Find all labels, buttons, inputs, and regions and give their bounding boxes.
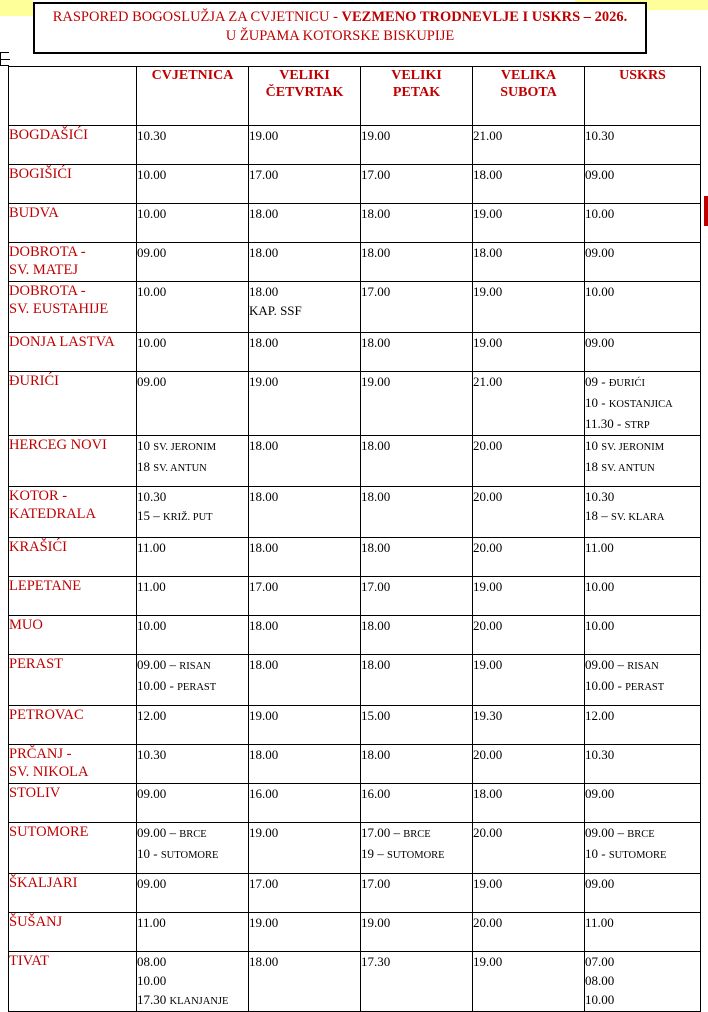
row-time-cell: 09.00 xyxy=(137,372,249,436)
row-place-name: PRČANJ - SV. NIKOLA xyxy=(9,745,137,784)
row-time-cell: 17.00 xyxy=(249,874,361,913)
row-place-name: PERAST xyxy=(9,655,137,706)
row-place-name: TIVAT xyxy=(9,952,137,1012)
table-row xyxy=(9,784,701,823)
row-time-cell: 09.00 xyxy=(137,784,249,823)
row-time-cell: 10.00 xyxy=(585,616,701,655)
row-time-cell: 15.00 xyxy=(361,706,473,745)
title-line-2: U ŽUPAMA KOTORSKE BISKUPIJE xyxy=(225,28,455,44)
row-time-cell: 18.00 xyxy=(249,333,361,372)
row-time-cell: 11.00 xyxy=(137,913,249,952)
row-time-cell: 10.00 xyxy=(137,165,249,204)
row-time-cell: 10 SV. JERONIM 18 SV. ANTUN xyxy=(137,436,249,487)
schedule-table xyxy=(8,66,701,1012)
row-time-cell: 19.00 xyxy=(249,706,361,745)
row-time-cell: 21.00 xyxy=(473,372,585,436)
row-time-cell: 17.00 xyxy=(249,165,361,204)
row-place-name: DOBROTA - SV. EUSTAHIJE xyxy=(9,282,137,333)
table-row xyxy=(9,165,701,204)
row-time-cell: 19.00 xyxy=(249,372,361,436)
row-place-name: KOTOR - KATEDRALA xyxy=(9,487,137,538)
row-time-cell: 18.00 xyxy=(249,243,361,282)
table-row xyxy=(9,616,701,655)
column-header-place xyxy=(9,67,137,126)
row-place-name: LEPETANE xyxy=(9,577,137,616)
corner-crop-mark-icon xyxy=(0,52,9,66)
row-time-cell: 09.00 – RISAN 10.00 - PERAST xyxy=(585,655,701,706)
row-place-name: STOLIV xyxy=(9,784,137,823)
row-place-name: DONJA LASTVA xyxy=(9,333,137,372)
row-time-cell: 10 SV. JERONIM 18 SV. ANTUN xyxy=(585,436,701,487)
row-time-cell: 20.00 xyxy=(473,823,585,874)
row-place-name: ĐURIĆI xyxy=(9,372,137,436)
table-row xyxy=(9,333,701,372)
row-time-cell: 18.00 KAP. SSF xyxy=(249,282,361,333)
row-time-cell: 17.00 – BRCE 19 – SUTOMORE xyxy=(361,823,473,874)
row-time-cell: 11.00 xyxy=(585,538,701,577)
row-time-cell: 16.00 xyxy=(249,784,361,823)
row-time-cell: 10.30 18 – SV. KLARA xyxy=(585,487,701,538)
row-time-cell: 17.00 xyxy=(361,874,473,913)
row-time-cell: 19.00 xyxy=(249,126,361,165)
row-time-cell: 10.30 xyxy=(585,745,701,784)
row-time-cell: 10.00 xyxy=(137,204,249,243)
row-time-cell: 18.00 xyxy=(473,165,585,204)
row-time-cell: 10.00 xyxy=(585,577,701,616)
row-time-cell: 18.00 xyxy=(361,655,473,706)
row-time-cell: 18.00 xyxy=(249,745,361,784)
row-time-cell: 18.00 xyxy=(473,784,585,823)
row-time-cell: 18.00 xyxy=(249,655,361,706)
row-time-cell: 12.00 xyxy=(137,706,249,745)
row-time-cell: 10.30 xyxy=(137,126,249,165)
table-row xyxy=(9,952,701,1012)
row-time-cell: 09.00 xyxy=(585,874,701,913)
row-time-cell: 19.00 xyxy=(249,823,361,874)
row-time-cell: 18.00 xyxy=(361,616,473,655)
table-row xyxy=(9,372,701,436)
title-line-1-bold: VEZMENO TRODNEVLJE I USKRS – 2026. xyxy=(341,9,628,25)
table-row xyxy=(9,436,701,487)
row-time-cell: 10.00 xyxy=(137,282,249,333)
row-time-cell: 18.00 xyxy=(249,487,361,538)
table-row xyxy=(9,282,701,333)
row-time-cell: 10.30 xyxy=(585,126,701,165)
row-time-cell: 19.30 xyxy=(473,706,585,745)
row-time-cell: 19.00 xyxy=(473,874,585,913)
row-time-cell: 18.00 xyxy=(473,243,585,282)
table-header xyxy=(9,67,701,126)
row-time-cell: 11.00 xyxy=(137,577,249,616)
row-time-cell: 18.00 xyxy=(361,487,473,538)
row-place-name: BOGIŠIĆI xyxy=(9,165,137,204)
row-time-cell: 20.00 xyxy=(473,913,585,952)
paper-edge-strip-left xyxy=(0,0,33,16)
row-time-cell: 18.00 xyxy=(361,243,473,282)
row-place-name: DOBROTA - SV. MATEJ xyxy=(9,243,137,282)
table-body xyxy=(9,126,701,1012)
row-time-cell: 10.00 xyxy=(137,333,249,372)
row-time-cell: 10.00 xyxy=(585,282,701,333)
row-time-cell: 10.00 xyxy=(585,204,701,243)
title-line-1 xyxy=(41,8,639,27)
table-row xyxy=(9,655,701,706)
table-row xyxy=(9,823,701,874)
row-time-cell: 10.30 xyxy=(137,745,249,784)
table-header-row xyxy=(9,67,701,126)
row-time-cell: 08.00 10.00 17.30 KLANJANJE xyxy=(137,952,249,1012)
row-time-cell: 17.00 xyxy=(361,577,473,616)
row-time-cell: 09.00 – BRCE 10 - SUTOMORE xyxy=(585,823,701,874)
row-place-name: MUO xyxy=(9,616,137,655)
row-place-name: BOGDAŠIĆI xyxy=(9,126,137,165)
row-time-cell: 12.00 xyxy=(585,706,701,745)
row-time-cell: 09.00 xyxy=(585,165,701,204)
row-place-name: SUTOMORE xyxy=(9,823,137,874)
table-row xyxy=(9,126,701,165)
row-time-cell: 09.00 – BRCE 10 - SUTOMORE xyxy=(137,823,249,874)
column-header-cvjetnica: CVJETNICA xyxy=(137,67,249,126)
row-time-cell: 21.00 xyxy=(473,126,585,165)
title-line-1-plain: RASPORED BOGOSLUŽJA ZA CVJETNICU - xyxy=(52,9,342,25)
row-place-name: ŠKALJARI xyxy=(9,874,137,913)
row-time-cell: 20.00 xyxy=(473,616,585,655)
row-time-cell: 18.00 xyxy=(361,436,473,487)
row-time-cell: 19.00 xyxy=(473,655,585,706)
row-time-cell: 18.00 xyxy=(361,538,473,577)
row-time-cell: 09 - ĐURIĆI 10 - KOSTANJICA 11.30 - STRP xyxy=(585,372,701,436)
row-time-cell: 17.30 xyxy=(361,952,473,1012)
row-time-cell: 18.00 xyxy=(249,952,361,1012)
row-time-cell: 19.00 xyxy=(473,577,585,616)
row-time-cell: 20.00 xyxy=(473,745,585,784)
row-time-cell: 07.00 08.00 10.00 xyxy=(585,952,701,1012)
row-time-cell: 09.00 xyxy=(137,243,249,282)
row-time-cell: 19.00 xyxy=(361,126,473,165)
row-time-cell: 18.00 xyxy=(249,436,361,487)
row-time-cell: 18.00 xyxy=(361,204,473,243)
row-time-cell: 20.00 xyxy=(473,436,585,487)
row-time-cell: 17.00 xyxy=(361,282,473,333)
row-time-cell: 18.00 xyxy=(249,616,361,655)
row-time-cell: 20.00 xyxy=(473,487,585,538)
row-time-cell: 20.00 xyxy=(473,538,585,577)
table-row xyxy=(9,487,701,538)
row-time-cell: 19.00 xyxy=(473,952,585,1012)
table-row xyxy=(9,745,701,784)
document-title-banner xyxy=(33,2,647,54)
row-time-cell: 19.00 xyxy=(473,204,585,243)
row-time-cell: 10.30 15 – KRIŽ. PUT xyxy=(137,487,249,538)
table-row xyxy=(9,913,701,952)
table-row xyxy=(9,204,701,243)
column-header-velika-subota: VELIKA SUBOTA xyxy=(473,67,585,126)
row-time-cell: 09.00 xyxy=(137,874,249,913)
row-time-cell: 18.00 xyxy=(361,333,473,372)
row-place-name: PETROVAC xyxy=(9,706,137,745)
row-time-cell: 09.00 xyxy=(585,784,701,823)
row-time-cell: 19.00 xyxy=(249,913,361,952)
row-time-cell: 09.00 xyxy=(585,333,701,372)
row-place-name: BUDVA xyxy=(9,204,137,243)
column-header-uskrs: USKRS xyxy=(585,67,701,126)
row-time-cell: 19.00 xyxy=(473,282,585,333)
table-row xyxy=(9,577,701,616)
row-time-cell: 17.00 xyxy=(249,577,361,616)
row-time-cell: 16.00 xyxy=(361,784,473,823)
table-row xyxy=(9,874,701,913)
row-place-name: HERCEG NOVI xyxy=(9,436,137,487)
schedule-table-container xyxy=(8,66,700,1012)
row-time-cell: 11.00 xyxy=(585,913,701,952)
row-time-cell: 19.00 xyxy=(473,333,585,372)
column-header-veliki-cetvrtak: VELIKI ČETVRTAK xyxy=(249,67,361,126)
row-time-cell: 19.00 xyxy=(361,372,473,436)
row-time-cell: 10.00 xyxy=(137,616,249,655)
table-row xyxy=(9,538,701,577)
column-header-veliki-petak: VELIKI PETAK xyxy=(361,67,473,126)
row-place-name: ŠUŠANJ xyxy=(9,913,137,952)
row-time-cell: 18.00 xyxy=(361,745,473,784)
table-row xyxy=(9,706,701,745)
row-time-cell: 17.00 xyxy=(361,165,473,204)
row-time-cell: 11.00 xyxy=(137,538,249,577)
row-time-cell: 19.00 xyxy=(361,913,473,952)
row-time-cell: 18.00 xyxy=(249,204,361,243)
row-place-name: KRAŠIĆI xyxy=(9,538,137,577)
page-edge-mark xyxy=(704,196,708,226)
row-time-cell: 18.00 xyxy=(249,538,361,577)
row-time-cell: 09.00 – RISAN 10.00 - PERAST xyxy=(137,655,249,706)
row-time-cell: 09.00 xyxy=(585,243,701,282)
table-row xyxy=(9,243,701,282)
